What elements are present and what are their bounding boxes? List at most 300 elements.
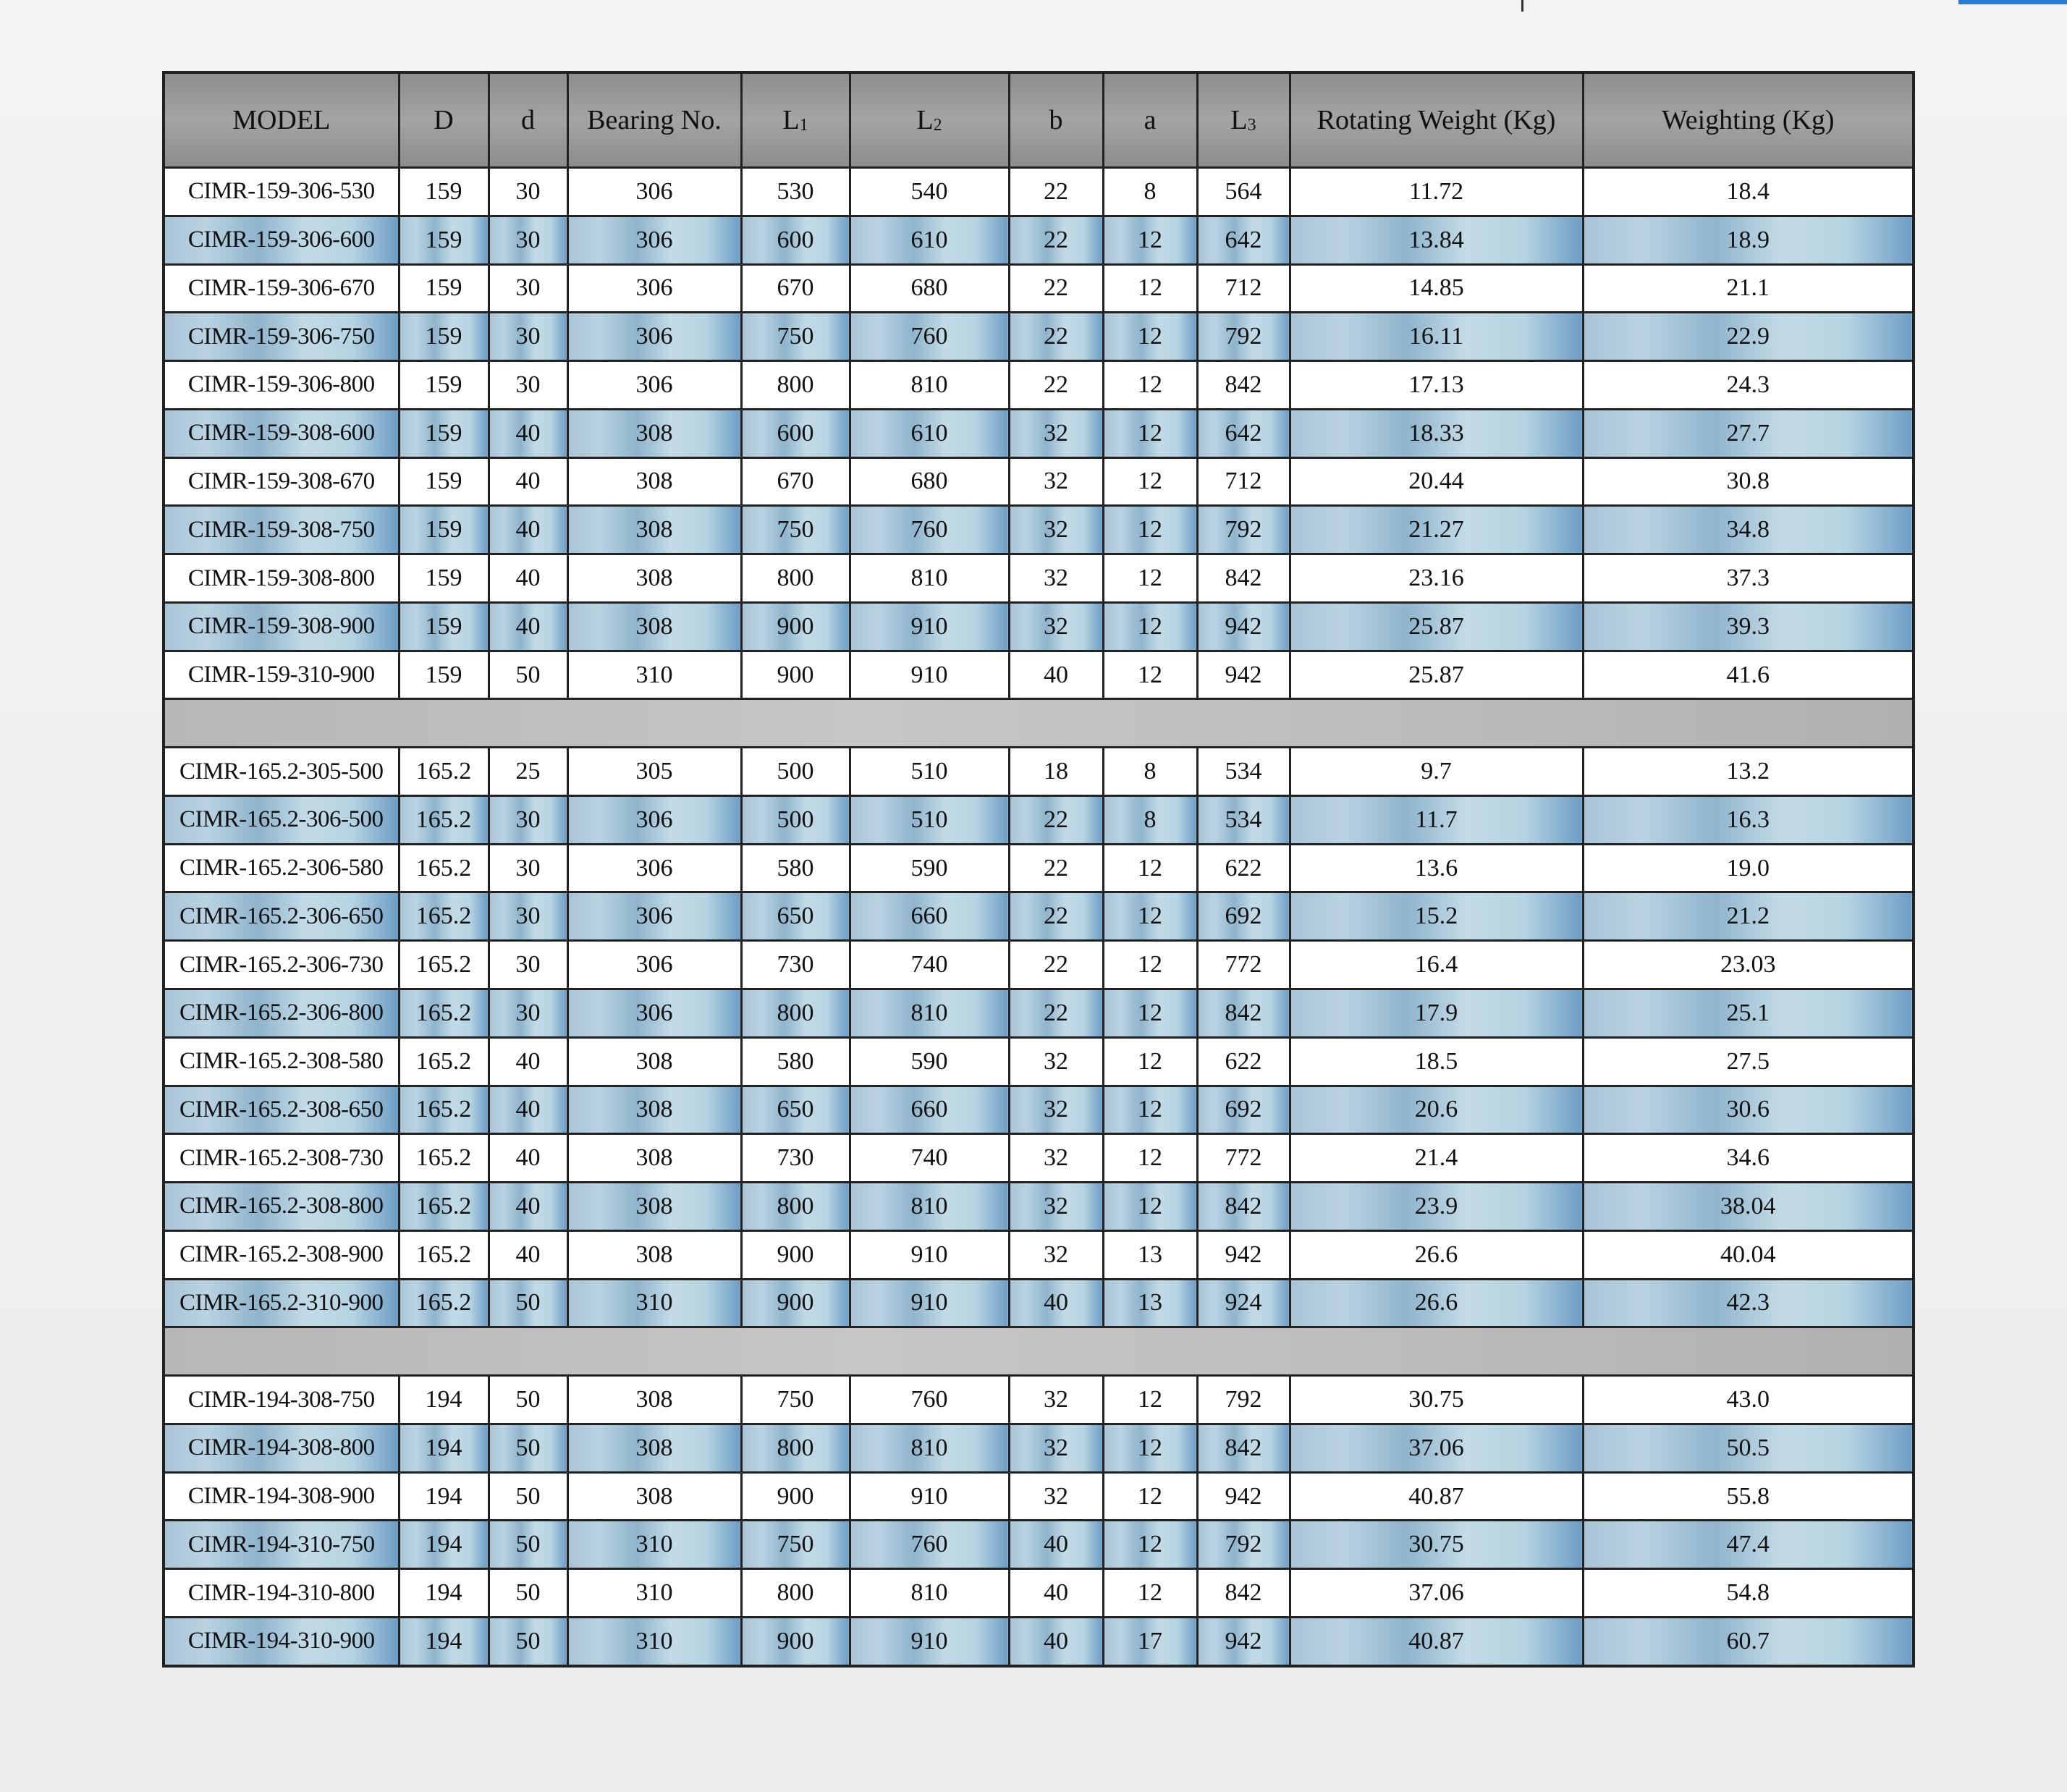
table-cell: 792 xyxy=(1197,1521,1290,1569)
table-cell: 910 xyxy=(850,1279,1009,1327)
table-row xyxy=(164,1183,1914,1231)
table-cell: 500 xyxy=(741,748,850,796)
table-cell: 16.4 xyxy=(1290,941,1583,989)
table-cell: 22 xyxy=(1009,844,1103,892)
table-cell: 308 xyxy=(567,1086,741,1134)
table-cell: 12 xyxy=(1103,216,1197,264)
table-cell: 12 xyxy=(1103,1134,1197,1183)
table-cell: 30 xyxy=(489,941,567,989)
table-cell: 8 xyxy=(1103,168,1197,216)
table-cell: 30.8 xyxy=(1583,457,1914,506)
table-cell: 25.1 xyxy=(1583,989,1914,1038)
table-cell: 530 xyxy=(741,168,850,216)
table-row xyxy=(164,313,1914,361)
table-cell: 942 xyxy=(1197,651,1290,699)
table-cell: 14.85 xyxy=(1290,264,1583,313)
table-cell: 308 xyxy=(567,554,741,603)
table-cell: 750 xyxy=(741,1376,850,1424)
table-cell: 30 xyxy=(489,168,567,216)
table-cell: 942 xyxy=(1197,1230,1290,1279)
table-cell: 800 xyxy=(741,1424,850,1472)
table-cell: 792 xyxy=(1197,313,1290,361)
table-row xyxy=(164,554,1914,603)
table-cell: 308 xyxy=(567,602,741,651)
table-cell: 22 xyxy=(1009,313,1103,361)
header-rotating-weight: Rotating Weight (Kg) xyxy=(1290,72,1583,168)
table-cell: 12 xyxy=(1103,506,1197,554)
table-cell: 50 xyxy=(489,1472,567,1521)
table-cell: 306 xyxy=(567,264,741,313)
table-cell: 590 xyxy=(850,844,1009,892)
table-cell: 40 xyxy=(489,554,567,603)
group-separator xyxy=(164,699,1914,748)
table-cell: 600 xyxy=(741,409,850,457)
table-cell: 165.2 xyxy=(399,795,489,844)
table-cell: 642 xyxy=(1197,409,1290,457)
table-cell: 12 xyxy=(1103,1521,1197,1569)
table-cell: 165.2 xyxy=(399,1279,489,1327)
table-cell: 17 xyxy=(1103,1617,1197,1666)
header-model: MODEL xyxy=(164,72,399,168)
table-cell: 30.6 xyxy=(1583,1086,1914,1134)
table-cell: 580 xyxy=(741,844,850,892)
table-cell: 900 xyxy=(741,1472,850,1521)
table-cell: 810 xyxy=(850,1424,1009,1472)
model-cell: CIMR-159-306-600 xyxy=(164,216,399,264)
table-row xyxy=(164,168,1914,216)
table-cell: 680 xyxy=(850,264,1009,313)
table-row xyxy=(164,264,1914,313)
table-cell: 308 xyxy=(567,409,741,457)
roller-spec-table xyxy=(162,71,1915,1668)
table-row xyxy=(164,795,1914,844)
table-cell: 308 xyxy=(567,1183,741,1231)
table-row xyxy=(164,506,1914,554)
model-cell: CIMR-159-308-800 xyxy=(164,554,399,603)
table-cell: 26.6 xyxy=(1290,1279,1583,1327)
header-weighting: Weighting (Kg) xyxy=(1583,72,1914,168)
table-cell: 30 xyxy=(489,264,567,313)
table-cell: 22 xyxy=(1009,361,1103,410)
table-cell: 12 xyxy=(1103,1569,1197,1618)
model-cell: CIMR-165.2-306-650 xyxy=(164,892,399,941)
table-cell: 16.11 xyxy=(1290,313,1583,361)
table-cell: 900 xyxy=(741,651,850,699)
table-cell: 12 xyxy=(1103,457,1197,506)
table-row xyxy=(164,1569,1914,1618)
model-cell: CIMR-165.2-308-580 xyxy=(164,1037,399,1086)
table-cell: 50 xyxy=(489,1376,567,1424)
table-row xyxy=(164,844,1914,892)
table-cell: 22 xyxy=(1009,892,1103,941)
model-cell: CIMR-194-308-900 xyxy=(164,1472,399,1521)
header-L3: $L_3$ xyxy=(1197,72,1290,168)
table-header-row xyxy=(164,72,1914,168)
table-cell: 308 xyxy=(567,1230,741,1279)
table-cell: 15.2 xyxy=(1290,892,1583,941)
table-cell: 39.3 xyxy=(1583,602,1914,651)
table-cell: 800 xyxy=(741,554,850,603)
table-cell: 670 xyxy=(741,457,850,506)
table-cell: 34.6 xyxy=(1583,1134,1914,1183)
table-cell: 540 xyxy=(850,168,1009,216)
table-cell: 750 xyxy=(741,506,850,554)
table-cell: 13.2 xyxy=(1583,748,1914,796)
table-cell: 32 xyxy=(1009,1086,1103,1134)
table-cell: 910 xyxy=(850,1617,1009,1666)
table-cell: 32 xyxy=(1009,1376,1103,1424)
table-cell: 900 xyxy=(741,602,850,651)
table-cell: 50 xyxy=(489,1424,567,1472)
table-cell: 40.04 xyxy=(1583,1230,1914,1279)
table-cell: 165.2 xyxy=(399,1037,489,1086)
table-cell: 772 xyxy=(1197,1134,1290,1183)
model-cell: CIMR-194-308-800 xyxy=(164,1424,399,1472)
table-row xyxy=(164,1521,1914,1569)
table-cell: 800 xyxy=(741,1569,850,1618)
table-cell: 810 xyxy=(850,1183,1009,1231)
table-cell: 165.2 xyxy=(399,1086,489,1134)
model-cell: CIMR-165.2-308-800 xyxy=(164,1183,399,1231)
table-row xyxy=(164,1472,1914,1521)
model-cell: CIMR-194-308-750 xyxy=(164,1376,399,1424)
table-cell: 308 xyxy=(567,1134,741,1183)
table-cell: 12 xyxy=(1103,941,1197,989)
table-row xyxy=(164,892,1914,941)
table-cell: 22 xyxy=(1009,168,1103,216)
model-cell: CIMR-165.2-305-500 xyxy=(164,748,399,796)
model-cell: CIMR-194-310-750 xyxy=(164,1521,399,1569)
model-cell: CIMR-194-310-900 xyxy=(164,1617,399,1666)
header-L1: $L_1$ xyxy=(741,72,850,168)
table-cell: 26.6 xyxy=(1290,1230,1583,1279)
table-cell: 30.75 xyxy=(1290,1376,1583,1424)
table-cell: 842 xyxy=(1197,1569,1290,1618)
table-cell: 159 xyxy=(399,651,489,699)
table-cell: 500 xyxy=(741,795,850,844)
table-cell: 306 xyxy=(567,216,741,264)
table-cell: 165.2 xyxy=(399,1183,489,1231)
table-cell: 40 xyxy=(1009,651,1103,699)
table-cell: 730 xyxy=(741,1134,850,1183)
table-row xyxy=(164,1230,1914,1279)
table-cell: 800 xyxy=(741,989,850,1038)
model-cell: CIMR-165.2-310-900 xyxy=(164,1279,399,1327)
table-cell: 17.13 xyxy=(1290,361,1583,410)
table-cell: 30 xyxy=(489,216,567,264)
model-cell: CIMR-165.2-306-580 xyxy=(164,844,399,892)
table-cell: 310 xyxy=(567,651,741,699)
table-cell: 194 xyxy=(399,1521,489,1569)
table-cell: 34.8 xyxy=(1583,506,1914,554)
table-cell: 910 xyxy=(850,602,1009,651)
table-cell: 692 xyxy=(1197,892,1290,941)
table-cell: 194 xyxy=(399,1424,489,1472)
table-cell: 32 xyxy=(1009,1037,1103,1086)
table-cell: 306 xyxy=(567,892,741,941)
table-row xyxy=(164,1376,1914,1424)
table-row xyxy=(164,1279,1914,1327)
table-cell: 308 xyxy=(567,1424,741,1472)
table-cell: 810 xyxy=(850,554,1009,603)
table-row xyxy=(164,989,1914,1038)
table-cell: 942 xyxy=(1197,1617,1290,1666)
table-cell: 18.4 xyxy=(1583,168,1914,216)
separator-cell xyxy=(164,1327,1914,1376)
table-cell: 50 xyxy=(489,1521,567,1569)
table-cell: 842 xyxy=(1197,989,1290,1038)
table-cell: 842 xyxy=(1197,361,1290,410)
table-cell: 590 xyxy=(850,1037,1009,1086)
table-cell: 534 xyxy=(1197,795,1290,844)
table-cell: 308 xyxy=(567,506,741,554)
table-cell: 41.6 xyxy=(1583,651,1914,699)
table-cell: 310 xyxy=(567,1569,741,1618)
table-cell: 306 xyxy=(567,941,741,989)
table-cell: 760 xyxy=(850,313,1009,361)
table-cell: 159 xyxy=(399,602,489,651)
group-separator xyxy=(164,1327,1914,1376)
table-cell: 306 xyxy=(567,168,741,216)
table-cell: 40.87 xyxy=(1290,1617,1583,1666)
table-cell: 194 xyxy=(399,1376,489,1424)
table-cell: 22 xyxy=(1009,941,1103,989)
table-cell: 600 xyxy=(741,216,850,264)
model-cell: CIMR-159-306-800 xyxy=(164,361,399,410)
table-cell: 22 xyxy=(1009,264,1103,313)
table-cell: 21.1 xyxy=(1583,264,1914,313)
table-cell: 165.2 xyxy=(399,844,489,892)
table-cell: 12 xyxy=(1103,1376,1197,1424)
table-cell: 12 xyxy=(1103,554,1197,603)
table-cell: 32 xyxy=(1009,1230,1103,1279)
table-cell: 910 xyxy=(850,1472,1009,1521)
table-cell: 37.06 xyxy=(1290,1424,1583,1472)
table-cell: 23.16 xyxy=(1290,554,1583,603)
table-cell: 310 xyxy=(567,1279,741,1327)
table-cell: 159 xyxy=(399,361,489,410)
table-cell: 510 xyxy=(850,748,1009,796)
table-cell: 534 xyxy=(1197,748,1290,796)
table-cell: 900 xyxy=(741,1279,850,1327)
table-cell: 37.3 xyxy=(1583,554,1914,603)
table-cell: 8 xyxy=(1103,795,1197,844)
table-cell: 610 xyxy=(850,216,1009,264)
table-cell: 159 xyxy=(399,264,489,313)
table-cell: 32 xyxy=(1009,1472,1103,1521)
table-cell: 40 xyxy=(1009,1521,1103,1569)
table-row xyxy=(164,941,1914,989)
table-cell: 22 xyxy=(1009,989,1103,1038)
table-cell: 40 xyxy=(489,1037,567,1086)
table-cell: 22.9 xyxy=(1583,313,1914,361)
table-cell: 942 xyxy=(1197,602,1290,651)
model-cell: CIMR-165.2-308-900 xyxy=(164,1230,399,1279)
table-cell: 310 xyxy=(567,1521,741,1569)
model-cell: CIMR-165.2-308-650 xyxy=(164,1086,399,1134)
table-cell: 842 xyxy=(1197,554,1290,603)
table-cell: 18 xyxy=(1009,748,1103,796)
table-row xyxy=(164,1134,1914,1183)
table-cell: 13.84 xyxy=(1290,216,1583,264)
table-cell: 680 xyxy=(850,457,1009,506)
table-row xyxy=(164,1617,1914,1666)
table-cell: 25 xyxy=(489,748,567,796)
table-cell: 50 xyxy=(489,1617,567,1666)
table-cell: 37.06 xyxy=(1290,1569,1583,1618)
table-cell: 750 xyxy=(741,313,850,361)
table-cell: 12 xyxy=(1103,844,1197,892)
header-d: d xyxy=(489,72,567,168)
table-cell: 650 xyxy=(741,1086,850,1134)
table-cell: 800 xyxy=(741,1183,850,1231)
table-cell: 159 xyxy=(399,554,489,603)
table-cell: 18.33 xyxy=(1290,409,1583,457)
table-cell: 306 xyxy=(567,844,741,892)
table-cell: 40 xyxy=(489,1183,567,1231)
table-cell: 159 xyxy=(399,506,489,554)
table-cell: 12 xyxy=(1103,313,1197,361)
table-cell: 810 xyxy=(850,361,1009,410)
table-cell: 924 xyxy=(1197,1279,1290,1327)
table-cell: 25.87 xyxy=(1290,651,1583,699)
header-bearing-no: Bearing No. xyxy=(567,72,741,168)
header-D: D xyxy=(399,72,489,168)
table-cell: 18.5 xyxy=(1290,1037,1583,1086)
table-cell: 760 xyxy=(850,1521,1009,1569)
table-cell: 30 xyxy=(489,892,567,941)
table-cell: 30 xyxy=(489,313,567,361)
table-cell: 22 xyxy=(1009,216,1103,264)
table-cell: 159 xyxy=(399,168,489,216)
model-cell: CIMR-194-310-800 xyxy=(164,1569,399,1618)
table-cell: 40 xyxy=(489,506,567,554)
table-cell: 30 xyxy=(489,844,567,892)
table-cell: 12 xyxy=(1103,1472,1197,1521)
table-cell: 306 xyxy=(567,795,741,844)
table-cell: 12 xyxy=(1103,1424,1197,1472)
table-cell: 54.8 xyxy=(1583,1569,1914,1618)
table-cell: 306 xyxy=(567,313,741,361)
table-cell: 40 xyxy=(1009,1617,1103,1666)
table-cell: 25.87 xyxy=(1290,602,1583,651)
model-cell: CIMR-159-308-750 xyxy=(164,506,399,554)
table-cell: 40 xyxy=(1009,1279,1103,1327)
table-cell: 12 xyxy=(1103,264,1197,313)
model-cell: CIMR-159-308-670 xyxy=(164,457,399,506)
table-cell: 308 xyxy=(567,1037,741,1086)
table-cell: 38.04 xyxy=(1583,1183,1914,1231)
table-row xyxy=(164,457,1914,506)
table-cell: 17.9 xyxy=(1290,989,1583,1038)
table-cell: 40.87 xyxy=(1290,1472,1583,1521)
table-cell: 11.7 xyxy=(1290,795,1583,844)
table-cell: 40 xyxy=(489,457,567,506)
table-cell: 32 xyxy=(1009,409,1103,457)
table-cell: 900 xyxy=(741,1617,850,1666)
table-cell: 730 xyxy=(741,941,850,989)
table-cell: 18.9 xyxy=(1583,216,1914,264)
table-cell: 32 xyxy=(1009,1424,1103,1472)
table-cell: 43.0 xyxy=(1583,1376,1914,1424)
model-cell: CIMR-159-310-900 xyxy=(164,651,399,699)
separator-cell xyxy=(164,699,1914,748)
table-cell: 810 xyxy=(850,1569,1009,1618)
table-cell: 12 xyxy=(1103,602,1197,651)
page-corner-mark xyxy=(1958,0,2067,4)
table-cell: 27.5 xyxy=(1583,1037,1914,1086)
model-cell: CIMR-165.2-306-500 xyxy=(164,795,399,844)
table-body xyxy=(164,168,1914,1667)
table-cell: 308 xyxy=(567,457,741,506)
table-cell: 622 xyxy=(1197,1037,1290,1086)
table-cell: 40 xyxy=(489,1086,567,1134)
table-cell: 692 xyxy=(1197,1086,1290,1134)
model-cell: CIMR-159-306-750 xyxy=(164,313,399,361)
table-cell: 660 xyxy=(850,892,1009,941)
table-row xyxy=(164,1424,1914,1472)
table-row xyxy=(164,216,1914,264)
table-cell: 9.7 xyxy=(1290,748,1583,796)
table-cell: 20.6 xyxy=(1290,1086,1583,1134)
table-cell: 12 xyxy=(1103,1183,1197,1231)
table-cell: 40 xyxy=(489,1230,567,1279)
table-cell: 30.75 xyxy=(1290,1521,1583,1569)
table-cell: 13 xyxy=(1103,1230,1197,1279)
table-cell: 42.3 xyxy=(1583,1279,1914,1327)
table-cell: 792 xyxy=(1197,1376,1290,1424)
table-cell: 910 xyxy=(850,1230,1009,1279)
table-cell: 159 xyxy=(399,457,489,506)
table-cell: 40 xyxy=(489,602,567,651)
table-row xyxy=(164,409,1914,457)
model-cell: CIMR-159-306-530 xyxy=(164,168,399,216)
table-cell: 165.2 xyxy=(399,1230,489,1279)
table-cell: 12 xyxy=(1103,1086,1197,1134)
table-row xyxy=(164,1086,1914,1134)
table-cell: 165.2 xyxy=(399,748,489,796)
table-cell: 159 xyxy=(399,409,489,457)
table-cell: 32 xyxy=(1009,1134,1103,1183)
table-cell: 194 xyxy=(399,1569,489,1618)
table-cell: 50 xyxy=(489,1279,567,1327)
table-cell: 21.27 xyxy=(1290,506,1583,554)
table-cell: 60.7 xyxy=(1583,1617,1914,1666)
table-cell: 12 xyxy=(1103,361,1197,410)
table-row xyxy=(164,748,1914,796)
table-cell: 8 xyxy=(1103,748,1197,796)
table-cell: 21.4 xyxy=(1290,1134,1583,1183)
table-cell: 40 xyxy=(1009,1569,1103,1618)
table-cell: 13.6 xyxy=(1290,844,1583,892)
table-cell: 165.2 xyxy=(399,941,489,989)
table-cell: 910 xyxy=(850,651,1009,699)
model-cell: CIMR-159-308-900 xyxy=(164,602,399,651)
table-cell: 194 xyxy=(399,1472,489,1521)
table-cell: 580 xyxy=(741,1037,850,1086)
header-a: a xyxy=(1103,72,1197,168)
table-cell: 792 xyxy=(1197,506,1290,554)
table-cell: 32 xyxy=(1009,554,1103,603)
table-cell: 306 xyxy=(567,361,741,410)
table-cell: 660 xyxy=(850,1086,1009,1134)
table-cell: 306 xyxy=(567,989,741,1038)
model-cell: CIMR-165.2-306-730 xyxy=(164,941,399,989)
model-cell: CIMR-165.2-306-800 xyxy=(164,989,399,1038)
table-row xyxy=(164,651,1914,699)
table-cell: 159 xyxy=(399,313,489,361)
table-cell: 12 xyxy=(1103,989,1197,1038)
